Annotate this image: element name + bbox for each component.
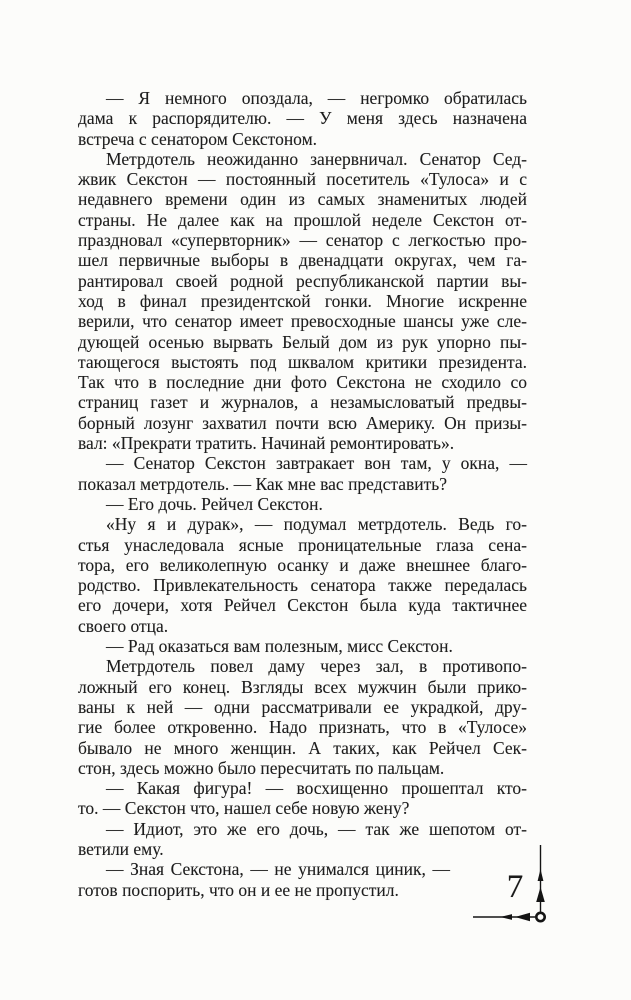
- corner-ornament-icon: [468, 838, 560, 930]
- text-line: встреча с сенатором Секстоном.: [78, 128, 318, 149]
- text-line: родство. Привлекательность сенатора также передалась: [78, 575, 527, 596]
- text-line: своего отца.: [78, 615, 169, 636]
- text-line: шел первичные выборы в двенадцати округах, чем га-: [78, 250, 527, 271]
- text-line: готов поспорить, что он и ее не пропустил.: [78, 879, 399, 900]
- paragraph: [78, 636, 527, 656]
- page-number: 7: [506, 869, 524, 905]
- paragraph: [78, 149, 527, 453]
- text-line: ваны к ней — одни рассматривали ее украдкой, дру-: [78, 696, 527, 717]
- ornament-bold-up-arrow: [536, 887, 545, 902]
- paragraph: [78, 656, 527, 778]
- paragraph: [78, 819, 527, 860]
- text-line: праздновал «супервторник» — сенатор с легкостью про-: [78, 230, 527, 251]
- text-line: жвик Секстон — постоянный посетитель «Тулоса» и с: [78, 169, 527, 190]
- paragraph: [78, 859, 527, 900]
- text-line: — Сенатор Секстон завтракает вон там, у окна, —: [106, 453, 527, 474]
- text-line: стья унаследовала ясные проницательные глаза сена-: [78, 534, 527, 555]
- text-line: — Какая фигура! — восхищенно прошептал кто-: [106, 778, 527, 799]
- ornament-circle: [536, 913, 544, 921]
- text-line: — Идиот, это же его дочь, — так же шепотом от-: [106, 818, 527, 839]
- text-line: дама к распорядителю. — У меня здесь назначена: [78, 108, 527, 129]
- text-line: страны. Не далее как на прошлой неделе Секстон от-: [78, 209, 527, 230]
- text-line: Метрдотель неожиданно занервничал. Сенатор Сед-: [106, 148, 527, 169]
- ornament-bold-left-arrow: [515, 913, 530, 922]
- text-line: бывало не много женщин. А таких, как Рейчел Сек-: [78, 737, 527, 758]
- text-line: Так что в последние дни фото Секстона не сходило со: [78, 372, 527, 393]
- text-line: — Его дочь. Рейчел Секстон.: [106, 493, 323, 514]
- paragraph: [78, 494, 527, 514]
- paragraph: [78, 778, 527, 819]
- text-line: верили, что сенатор имеет превосходные шансы уже сле-: [78, 311, 527, 332]
- text-line: тора, его великолепную осанку и даже внешнее благо-: [78, 554, 527, 575]
- text-line: ход в финал президентской гонки. Многие искренне: [78, 290, 527, 311]
- paragraph: [78, 453, 527, 494]
- text-line: борный лозунг захватил почти всю Америку. Он призы-: [78, 412, 527, 433]
- text-line: рантировал своей родной республиканской партии вы-: [78, 270, 527, 291]
- text-line: — Рад оказаться вам полезным, мисс Секстон.: [106, 636, 453, 657]
- text-line: недавнего времени один из самых знаменитых людей: [78, 189, 527, 210]
- text-block: [78, 88, 527, 900]
- text-line: — Зная Секстона, — не унимался циник, —: [106, 859, 450, 880]
- paragraph: [78, 88, 527, 149]
- text-line: показал метрдотель. — Как мне вас представить?: [78, 473, 448, 494]
- text-line: ложный его конец. Взгляды всех мужчин были прико-: [78, 676, 527, 697]
- text-line: «Ну я и дурак», — подумал метрдотель. Ведь го-: [106, 514, 527, 535]
- text-line: его дочери, хотя Рейчел Секстон была куда тактичнее: [78, 595, 527, 616]
- text-line: вал: «Прекрати тратить. Начинай ремонтировать».: [78, 433, 455, 454]
- ornament-small-left-arrow: [500, 914, 512, 920]
- ornament-small-up-arrow: [538, 869, 544, 881]
- text-line: Метрдотель повел даму через зал, в противопо-: [106, 656, 527, 677]
- text-line: ветили ему.: [78, 838, 164, 859]
- text-line: гие более откровенно. Надо признать, что в «Тулосе»: [78, 717, 527, 738]
- text-line: стон, здесь можно было пересчитать по пальцам.: [78, 757, 445, 778]
- text-line: то. — Секстон что, нашел себе новую жену?: [78, 798, 410, 819]
- text-line: дующей осенью вырвать Белый дом из рук упорно пы-: [78, 331, 527, 352]
- text-line: страниц газет и журналов, а незамысловатый предвы-: [78, 392, 527, 413]
- text-line: — Я немного опоздала, — негромко обратилась: [106, 88, 527, 108]
- text-line: тающегося выстоять под шквалом критики президента.: [78, 351, 527, 372]
- paragraph: [78, 514, 527, 636]
